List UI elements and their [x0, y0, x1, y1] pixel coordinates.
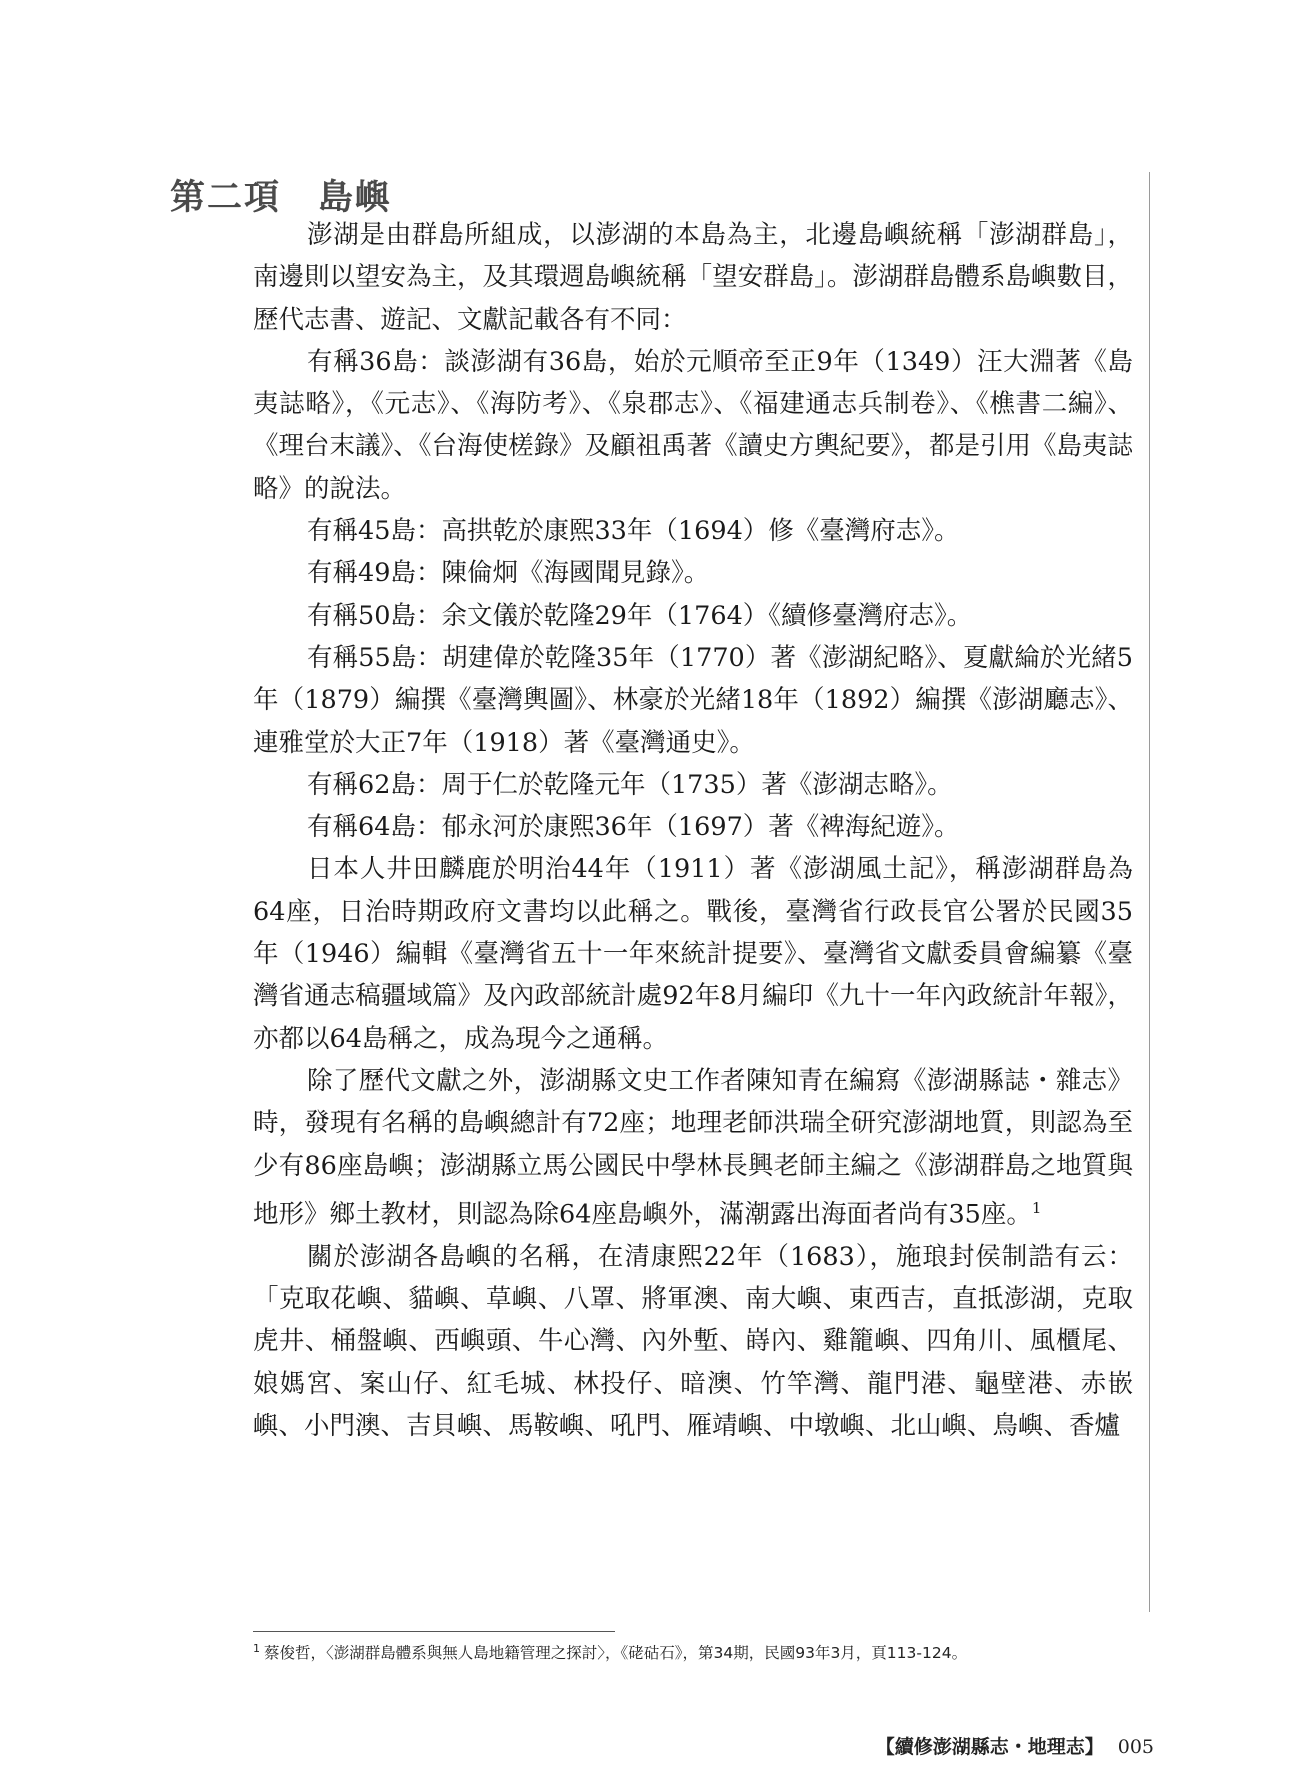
section-heading: 第二項 島嶼	[170, 178, 393, 218]
paragraph-50-islands: 有稱50島：余文儀於乾隆29年（1764）《續修臺灣府志》。	[307, 600, 973, 631]
paragraph-45-islands: 有稱45島：高拱乾於康熙33年（1694）修《臺灣府志》。	[307, 516, 960, 547]
footnote-number: 1	[253, 1641, 260, 1655]
body-text	[253, 214, 1133, 1447]
footnote	[253, 1641, 1133, 1663]
paragraph-36-islands: 有稱36島：談澎湖有36島，始於元順帝至正9年（1349）汪大淵著《島夷誌略》，《元志》、《海防考》、《泉郡志》、《福建通志兵制卷》、《樵書二編》、《理台末議》、《台海使槎錄》及顧祖禹著《讀史方輿紀要》，都是引用《島夷誌略》的說法。	[253, 346, 1133, 504]
paragraph-island-names: 關於澎湖各島嶼的名稱，在清康熙22年（1683），施琅封侯制誥有云：「克取花嶼、貓嶼、草嶼、八罩、將軍澳、南大嶼、東西吉，直抵澎湖，克取虎井、桶盤嶼、西嶼頭、牛心灣、內外塹、嵵內、雞籠嶼、四角川、風櫃尾、娘媽宮、案山仔、紅毛城、林投仔、暗澳、竹竿灣、龍門港、龜壁港、赤嵌嶼、小門澳、吉貝嶼、馬鞍嶼、吼門、雁靖嶼、中墩嶼、北山嶼、鳥嶼、香爐	[253, 1241, 1133, 1441]
paragraph-modern-counts	[253, 1060, 1133, 1236]
footnote-text: 蔡俊哲，〈澎湖群島體系與無人島地籍管理之探討〉，《硓𥑮石》，第34期，民國93年3月，頁113-124。	[264, 1644, 968, 1662]
paragraph-64-islands: 有稱64島：郁永河於康熙36年（1697）著《裨海紀遊》。	[307, 812, 960, 843]
page-number: 005	[1117, 1736, 1154, 1758]
paragraph-62-islands: 有稱62島：周于仁於乾隆元年（1735）著《澎湖志略》。	[307, 769, 953, 800]
paragraph-49-islands: 有稱49島：陳倫炯《海國聞見錄》。	[307, 558, 710, 589]
paragraph-55-islands: 有稱55島：胡建偉於乾隆35年（1770）著《澎湖紀略》、夏獻綸於光緒5年（1879）編撰《臺灣輿圖》、林豪於光緒18年（1892）編撰《澎湖廳志》、連雅堂於大正7年（1918）著《臺灣通史》。	[253, 642, 1133, 758]
margin-rule	[1149, 172, 1150, 1612]
paragraph-modern-counts-text: 除了歷代文獻之外，澎湖縣文史工作者陳知青在編寫《澎湖縣誌・雜志》時，發現有名稱的島嶼總計有72座；地理老師洪瑞全研究澎湖地質，則認為至少有86座島嶼；澎湖縣立馬公國民中學林長興老師主編之《澎湖群島之地質與地形》鄉土教材，則認為除64座島嶼外，滿潮露出海面者尚有35座。	[253, 1065, 1133, 1230]
footer-book-title: 【續修澎湖縣志・地理志】	[875, 1736, 1104, 1758]
running-footer	[876, 1732, 1154, 1759]
footnote-marker[interactable]: 1	[1031, 1198, 1042, 1217]
footnote-divider	[253, 1631, 615, 1632]
paragraph-japanese-era: 日本人井田麟鹿於明治44年（1911）著《澎湖風土記》，稱澎湖群島為64座，日治時期政府文書均以此稱之。戰後，臺灣省行政長官公署於民國35年（1946）編輯《臺灣省五十一年來統計提要》、臺灣省文獻委員會編纂《臺灣省通志稿疆域篇》及內政部統計處92年8月編印《九十一年內政統計年報》，亦都以64島稱之，成為現今之通稱。	[253, 854, 1133, 1054]
paragraph-intro: 澎湖是由群島所組成，以澎湖的本島為主，北邊島嶼統稱「澎湖群島」，南邊則以望安為主，及其環週島嶼統稱「望安群島」。澎湖群島體系島嶼數目，歷代志書、遊記、文獻記載各有不同：	[253, 220, 1133, 335]
